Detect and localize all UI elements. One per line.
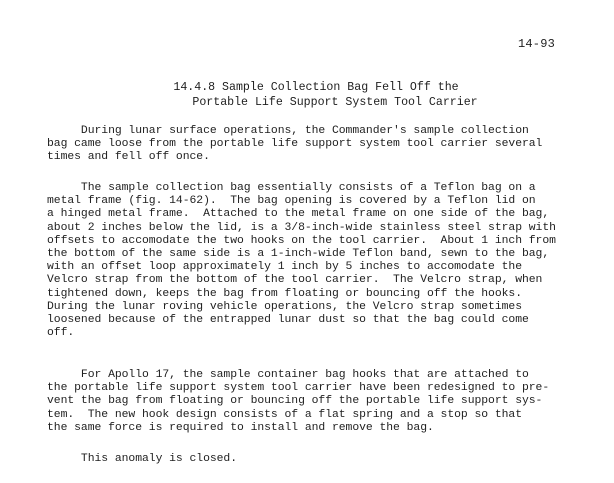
paragraph-3 bbox=[47, 369, 607, 435]
text-line: Velcro strap from the bottom of the tool carrier. The Velcro strap, when bbox=[47, 274, 543, 287]
text-line: tem. The new hook design consists of a flat spring and a stop so that bbox=[47, 408, 522, 421]
text-line: the same force is required to install and remove the bag. bbox=[47, 421, 434, 434]
text-line: loosened because of the entrapped lunar dust so that the bag could come bbox=[47, 314, 529, 327]
paragraph-2 bbox=[47, 182, 607, 340]
text-line: a hinged metal frame. Attached to the metal frame on one side of the bag, bbox=[47, 208, 550, 221]
text-line: bag came loose from the portable life support system tool carrier several bbox=[47, 138, 543, 151]
text-line: For Apollo 17, the sample container bag hooks that are attached to bbox=[47, 369, 529, 381]
text-line: The sample collection bag essentially consists of a Teflon bag on a bbox=[47, 182, 536, 194]
text-line: vent the bag from floating or bouncing off the portable life support sys- bbox=[47, 395, 543, 408]
section-title bbox=[0, 80, 614, 110]
text-line: times and fell off once. bbox=[47, 151, 210, 164]
paragraph-4 bbox=[47, 453, 607, 466]
text-line: tightened down, keeps the bag from floating or bouncing off the hooks. bbox=[47, 287, 522, 300]
text-line: During lunar surface operations, the Commander's sample collection bbox=[47, 125, 529, 137]
text-line: During the lunar roving vehicle operations, the Velcro strap sometimes bbox=[47, 300, 522, 313]
text-line: offsets to accomodate the two hooks on the tool carrier. About 1 inch from bbox=[47, 234, 556, 247]
text-line: the bottom of the same side is a 1-inch-wide Teflon band, sewn to the bag, bbox=[47, 248, 550, 261]
section-title-line-2: Portable Life Support System Tool Carrier bbox=[192, 96, 478, 109]
section-title-line-1: 14.4.8 Sample Collection Bag Fell Off the bbox=[173, 81, 459, 94]
text-line: This anomaly is closed. bbox=[47, 453, 237, 465]
paragraph-1 bbox=[47, 125, 607, 165]
text-line: with an offset loop approximately 1 inch by 5 inches to accomodate the bbox=[47, 261, 522, 274]
text-line: off. bbox=[47, 327, 75, 340]
text-line: about 2 inches below the lid, is a 3/8-inch-wide stainless steel strap with bbox=[47, 221, 556, 234]
text-line: the portable life support system tool carrier have been redesigned to pre- bbox=[47, 382, 550, 395]
page-number: 14-93 bbox=[518, 37, 556, 51]
text-line: metal frame (fig. 14-62). The bag opening is covered by a Teflon lid on bbox=[47, 195, 536, 208]
